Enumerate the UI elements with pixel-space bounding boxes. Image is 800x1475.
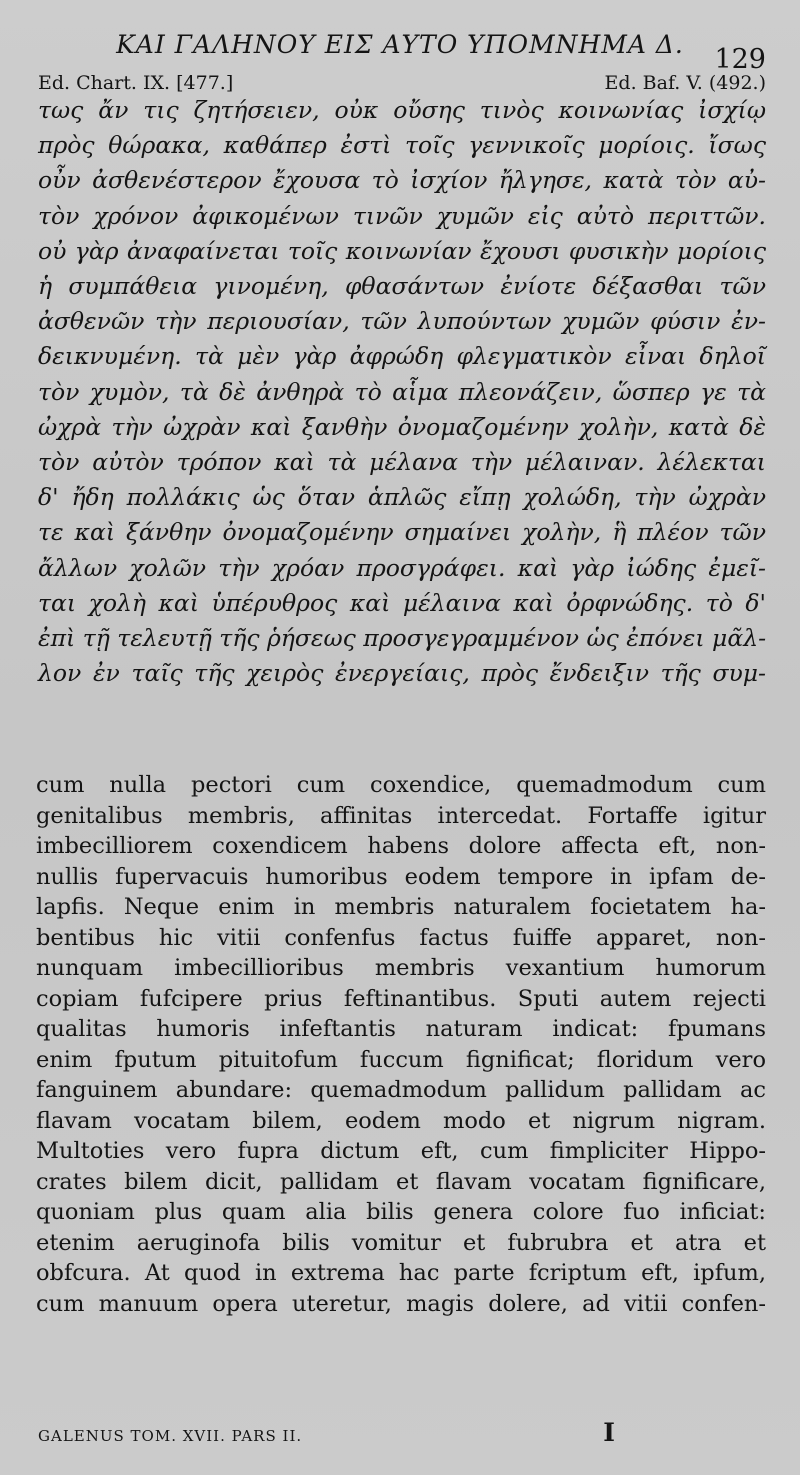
latin-text-line: qualitas humoris infeftantis naturam indicat: fpumans — [36, 1016, 766, 1042]
running-title: ΚΑΙ ΓΑΛΗΝΟΥ ΕΙΣ ΑΥΤΟ ΥΠΟΜΝΗΜΑ Δ. — [116, 30, 684, 59]
edition-reference-line — [38, 72, 766, 94]
greek-text-line: τὸν χρόνον ἀφικομένων τινῶν χυμῶν εἰς αὐτὸ περιττῶν. — [38, 201, 766, 230]
signature-mark: I — [603, 1418, 616, 1447]
latin-text-line: nunquam imbecillioribus membris vexantium humorum — [36, 955, 766, 981]
latin-text-line: flavam vocatam bilem, eodem modo et nigrum nigram. — [36, 1107, 766, 1134]
greek-text-line: οὖν ἀσθενέστερον ἔχουσα τὸ ἰσχίον ἤλγησε, κατὰ τὸν αὐ- — [38, 166, 766, 195]
greek-text-line: τε καὶ ξάνθην ὀνομαζομένην σημαίνει χολὴν, ἣ πλέον τῶν — [38, 518, 766, 547]
edition-basel: Ed. Baf. V. (492.) — [604, 72, 766, 94]
greek-text-block — [38, 93, 766, 691]
greek-text-line: τὸν χυμὸν, τὰ δὲ ἀνθηρὰ τὸ αἷμα πλεονάζειν, ὥσπερ γε τὰ — [38, 377, 766, 406]
latin-text-line: obfcura. At quod in extrema hac parte fcriptum eft, ipfum, — [36, 1260, 766, 1286]
latin-text-line: nullis fupervacuis humoribus eodem tempore in ipfam de- — [36, 863, 766, 890]
latin-text-line: bentibus hic vitii confenfus factus fuiffe apparet, non- — [36, 924, 766, 951]
latin-text-line: enim fputum pituitofum fuccum fignificat; floridum vero — [36, 1046, 766, 1073]
footer-volume: GALENUS TOM. XVII. PARS II. — [38, 1427, 303, 1445]
latin-text-line: fanguinem abundare: quemadmodum pallidum pallidam ac — [36, 1077, 766, 1103]
bleed-through-text — [38, 706, 766, 726]
latin-text-line: cum nulla pectori cum coxendice, quemadmodum cum — [36, 772, 766, 798]
greek-text-line: δ' ἤδη πολλάκις ὡς ὅταν ἁπλῶς εἴπῃ χολώδη, τὴν ὠχρὰν — [38, 483, 766, 512]
latin-text-line: Multoties vero fupra dictum eft, cum fimpliciter Hippo- — [36, 1138, 766, 1164]
page-footer — [38, 1418, 766, 1447]
greek-text-line: δεικνυμένη. τὰ μὲν γὰρ ἀφρώδη φλεγματικὸν εἶναι δηλοῖ — [38, 342, 766, 371]
greek-text-line: ἀσθενῶν τὴν περιουσίαν, τῶν λυπούντων χυμῶν φύσιν ἐν- — [38, 307, 766, 336]
greek-text-line: πρὸς θώρακα, καθάπερ ἐστὶ τοῖς γεννικοῖς μορίοις. ἴσως — [38, 131, 766, 160]
greek-text-line: ἄλλων χολῶν τὴν χρόαν προσγράφει. καὶ γὰρ ἰώδης ἐμεῖ- — [38, 553, 766, 582]
latin-text-line: copiam fufcipere prius feftinantibus. Sputi autem rejecti — [36, 985, 766, 1012]
greek-text-line: ἡ συμπάθεια γινομένη, φθασάντων ἐνίοτε δέξασθαι τῶν — [38, 272, 766, 301]
latin-text-line: imbecilliorem coxendicem habens dolore affecta eft, non- — [36, 833, 766, 859]
latin-text-line: lapfis. Neque enim in membris naturalem focietatem ha- — [36, 894, 766, 920]
greek-text-line: λον ἐν ταῖς τῆς χειρὸς ἐνεργείαις, πρὸς ἔνδειξιν τῆς συμ- — [38, 659, 766, 688]
greek-text-line: τὸν αὐτὸν τρόπον καὶ τὰ μέλανα τὴν μέλαιναν. λέλεκται — [38, 448, 766, 477]
greek-text-line: οὐ γὰρ ἀναφαίνεται τοῖς κοινωνίαν ἔχουσι φυσικὴν μορίοις — [38, 236, 766, 265]
latin-text-line: cum manuum opera uteretur, magis dolere, ad vitii confen- — [36, 1290, 766, 1317]
greek-text-line: τως ἄν τις ζητήσειεν, οὐκ οὔσης τινὸς κοινωνίας ἰσχίῳ — [38, 96, 766, 124]
greek-text-line: ἐπὶ τῇ τελευτῇ τῆς ῥήσεως προσγεγραμμένον ὡς ἐπόνει μᾶλ- — [38, 624, 767, 653]
greek-text-line: ὠχρὰ τὴν ὠχρὰν καὶ ξανθὴν ὀνομαζομένην χολὴν, κατὰ δὲ — [38, 412, 766, 441]
greek-text-line: ται χολὴ καὶ ὑπέρυθρος καὶ μέλαινα καὶ ὀρφνώδης. τὸ δ' — [38, 588, 766, 617]
latin-text-line: etenim aeruginofa bilis vomitur et fubrubra et atra et — [36, 1229, 766, 1256]
edition-chartier: Ed. Chart. IX. [477.] — [38, 72, 234, 94]
latin-text-line: crates bilem dicit, pallidam et flavam vocatam fignificare, — [36, 1168, 766, 1195]
latin-text-line: quoniam plus quam alia bilis genera colore fuo inficiat: — [36, 1199, 766, 1225]
page-number: 129 — [714, 44, 766, 75]
latin-text-line: genitalibus membris, affinitas intercedat. Fortaffe igitur — [36, 802, 766, 829]
latin-text-block — [36, 770, 766, 1319]
